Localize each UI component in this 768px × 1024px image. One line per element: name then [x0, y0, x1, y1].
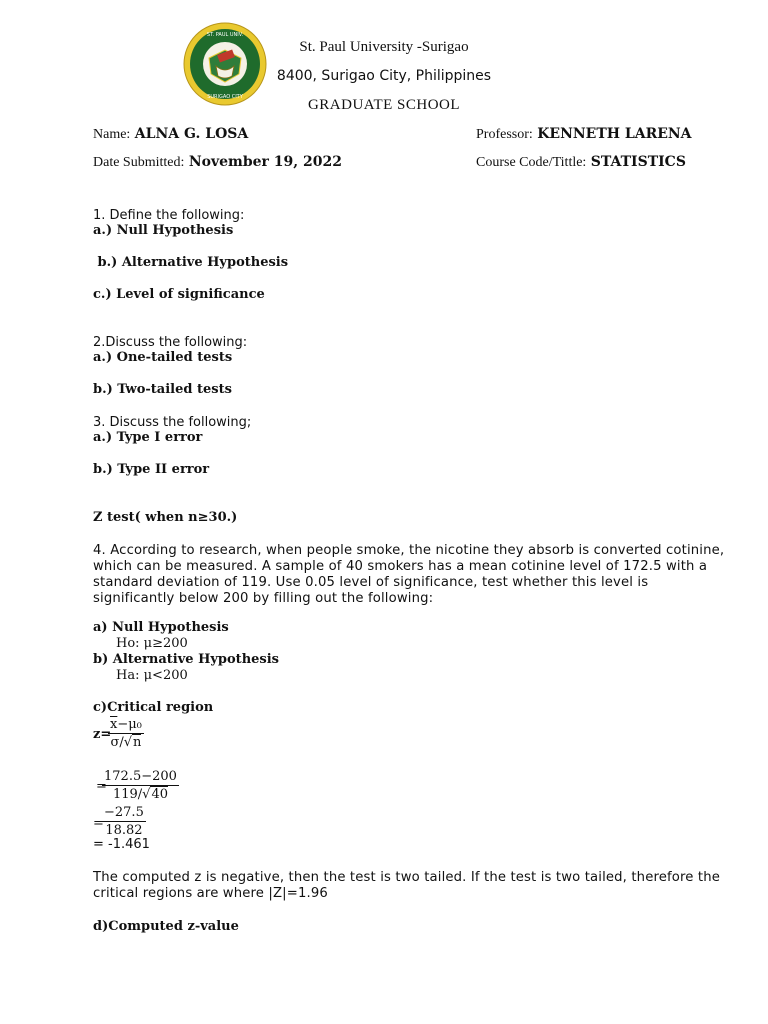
- professor-value: KENNETH LARENA: [537, 126, 692, 142]
- step1-fraction: [102, 768, 179, 803]
- z-formula-denominator: σ/√n: [110, 735, 142, 750]
- ztest-heading: Z test( when n≥30.): [93, 510, 238, 525]
- q2-b: b.) Two-tailed tests: [93, 382, 232, 397]
- svg-text:ST. PAUL UNIV.: ST. PAUL UNIV.: [206, 32, 244, 38]
- date-line: [93, 154, 342, 171]
- professor-line: [476, 126, 692, 143]
- name-line: [93, 126, 248, 143]
- university-address: 8400, Surigao City, Philippines: [276, 68, 492, 84]
- step2-numerator: −27.5: [104, 805, 144, 820]
- name-label: Name:: [93, 127, 131, 142]
- z-formula: [108, 716, 144, 751]
- step2-fraction: [102, 804, 146, 839]
- course-label: Course Code/Tittle:: [476, 155, 587, 170]
- q1-c: c.) Level of significance: [93, 287, 265, 302]
- q1-b: b.) Alternative Hypothesis: [93, 255, 289, 270]
- q4-a-value: Ho: μ≥200: [116, 636, 188, 651]
- school-name: GRADUATE SCHOOL: [307, 97, 461, 113]
- university-name: St. Paul University -Surigao: [299, 39, 469, 55]
- q3-a: a.) Type I error: [93, 430, 203, 445]
- step1-denominator: 119/√40: [112, 787, 168, 802]
- professor-label: Professor:: [476, 127, 533, 142]
- result: = -1.461: [93, 837, 150, 852]
- z-label: z=: [93, 727, 112, 742]
- course-line: [476, 154, 686, 171]
- course-value: STATISTICS: [590, 154, 686, 170]
- university-seal: [183, 22, 267, 106]
- q4-b-value: Ha: μ<200: [116, 668, 188, 683]
- step1-numerator: 172.5−200: [104, 769, 177, 784]
- q4-b-label: b) Alternative Hypothesis: [93, 652, 279, 667]
- q3-prompt: 3. Discuss the following;: [93, 415, 252, 430]
- date-value: November 19, 2022: [188, 154, 342, 170]
- q1-a: a.) Null Hypothesis: [93, 223, 234, 238]
- conclusion: The computed z is negative, then the test is two tailed. If the test is two tailed, therefore the critical regions are where |Z|=1.96: [93, 870, 720, 901]
- date-label: Date Submitted:: [93, 155, 185, 170]
- svg-text:SURIGAO CITY: SURIGAO CITY: [207, 94, 243, 100]
- step2-denominator: 18.82: [105, 823, 143, 838]
- q3-b: b.) Type II error: [93, 462, 210, 477]
- q2-a: a.) One-tailed tests: [93, 350, 233, 365]
- q4-paragraph: 4. According to research, when people smoke, the nicotine they absorb is converted cotinine, which can be measured. A sample of 40 smokers has a mean cotinine level of 172.5 with a standard deviation of 119. Use 0.05 level of significance, test whether this level is significantly below 200 by filling out the following:: [93, 543, 725, 606]
- step2-eq: =: [93, 816, 104, 831]
- q1-prompt: 1. Define the following:: [93, 208, 245, 223]
- q2-prompt: 2.Discuss the following:: [93, 335, 248, 350]
- name-value: ALNA G. LOSA: [134, 126, 249, 142]
- q4-c-label: c)Critical region: [93, 700, 214, 715]
- q4-d-label: d)Computed z-value: [93, 919, 239, 934]
- z-formula-numerator: $\overline{x}-\mu_0$: [110, 717, 142, 732]
- q4-a-label: a) Null Hypothesis: [93, 620, 229, 635]
- step1-eq: =: [96, 779, 107, 794]
